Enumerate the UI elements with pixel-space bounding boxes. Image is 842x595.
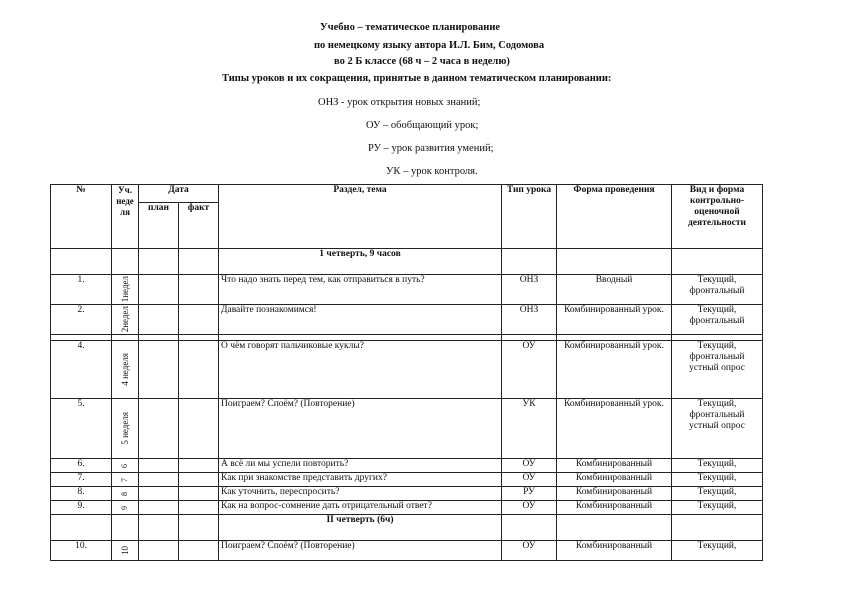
table-row bbox=[51, 341, 763, 399]
row-week: 8 bbox=[120, 491, 129, 496]
row-week: 9 bbox=[120, 505, 129, 510]
table-row bbox=[51, 399, 763, 459]
col-date-header: Дата bbox=[139, 185, 219, 203]
row-control: Текущий, bbox=[672, 501, 763, 515]
quarter-row bbox=[51, 515, 763, 541]
table-row bbox=[51, 275, 763, 305]
row-control: Текущий, фронтальный bbox=[672, 275, 763, 305]
row-topic: Что надо знать перед тем, как отправиться в путь? bbox=[219, 275, 502, 305]
row-week: 6 bbox=[120, 463, 129, 468]
row-type: ОУ bbox=[502, 541, 557, 561]
col-control-header: Вид и форма контрольно-оценочной деятельности bbox=[672, 185, 763, 249]
row-num: 7. bbox=[51, 473, 112, 487]
title-line-3: во 2 Б классе (68 ч – 2 часа в неделю) bbox=[334, 56, 510, 67]
row-control: Текущий, bbox=[672, 541, 763, 561]
row-num: 1. bbox=[51, 275, 112, 305]
row-week: 7 bbox=[120, 477, 129, 482]
row-form: Комбинированный bbox=[557, 473, 672, 487]
row-week: 2недел bbox=[120, 306, 130, 333]
row-topic: О чём говорят пальчиковые куклы? bbox=[219, 341, 502, 399]
row-form: Комбинированный bbox=[557, 487, 672, 501]
row-num: 4. bbox=[51, 341, 112, 399]
lesson-type-onz: ОНЗ - урок открытия новых знаний; bbox=[318, 97, 481, 108]
row-type: ОУ bbox=[502, 501, 557, 515]
lesson-type-ou: ОУ – обобщающий урок; bbox=[366, 120, 479, 131]
row-num: 10. bbox=[51, 541, 112, 561]
row-topic: Поиграем? Споём? (Повторение) bbox=[219, 541, 502, 561]
row-type: ОУ bbox=[502, 459, 557, 473]
table-row bbox=[51, 487, 763, 501]
col-week-header: Уч. неде ля bbox=[112, 185, 139, 249]
row-form: Комбинированный урок. bbox=[557, 399, 672, 459]
row-topic: А всё ли мы успели повторить? bbox=[219, 459, 502, 473]
quarter-1-title: 1 четверть, 9 часов bbox=[219, 249, 502, 275]
row-control: Текущий, фронтальный устный опрос bbox=[672, 341, 763, 399]
row-type: ОУ bbox=[502, 341, 557, 399]
title-line-2: по немецкому языку автора И.Л. Бим, Содомова bbox=[314, 40, 545, 51]
row-week: 5 неделя bbox=[120, 412, 130, 445]
col-plan-header: план bbox=[139, 203, 179, 249]
row-form: Комбинированный урок. bbox=[557, 341, 672, 399]
title-line-1: Учебно – тематическое планирование bbox=[320, 22, 501, 33]
lesson-type-uk: УК – урок контроля. bbox=[386, 166, 478, 177]
row-control: Текущий, bbox=[672, 459, 763, 473]
row-type: УК bbox=[502, 399, 557, 459]
row-form: Вводный bbox=[557, 275, 672, 305]
table-row bbox=[51, 501, 763, 515]
table-row bbox=[51, 473, 763, 487]
row-form: Комбинированный bbox=[557, 541, 672, 561]
quarter-row bbox=[51, 249, 763, 275]
row-form: Комбинированный урок. bbox=[557, 305, 672, 335]
col-topic-header: Раздел, тема bbox=[219, 185, 502, 249]
row-form: Комбинированный bbox=[557, 459, 672, 473]
table-row bbox=[51, 459, 763, 473]
lesson-type-ru: РУ – урок развития умений; bbox=[368, 143, 494, 154]
row-week: 1недел bbox=[120, 276, 130, 303]
title-line-4: Типы уроков и их сокращения, принятые в данном тематическом планировании: bbox=[222, 73, 612, 84]
col-type-header: Тип урока bbox=[502, 185, 557, 249]
row-num: 9. bbox=[51, 501, 112, 515]
row-topic: Поиграем? Споём? (Повторение) bbox=[219, 399, 502, 459]
col-form-header: Форма проведения bbox=[557, 185, 672, 249]
col-fact-header: факт bbox=[179, 203, 219, 249]
row-type: РУ bbox=[502, 487, 557, 501]
row-form: Комбинированный bbox=[557, 501, 672, 515]
row-type: ОНЗ bbox=[502, 305, 557, 335]
row-week: 4 неделя bbox=[120, 353, 130, 386]
row-control: Текущий, bbox=[672, 473, 763, 487]
row-num: 5. bbox=[51, 399, 112, 459]
row-num: 8. bbox=[51, 487, 112, 501]
row-week: 10 bbox=[120, 546, 130, 555]
table-row bbox=[51, 541, 763, 561]
row-num: 2. bbox=[51, 305, 112, 335]
table-header-row bbox=[51, 185, 763, 203]
row-control: Текущий, bbox=[672, 487, 763, 501]
row-topic: Как уточнить, переспросить? bbox=[219, 487, 502, 501]
row-type: ОУ bbox=[502, 473, 557, 487]
quarter-2-title: II четверть (6ч) bbox=[219, 515, 502, 541]
row-topic: Как при знакомстве представить других? bbox=[219, 473, 502, 487]
row-type: ОНЗ bbox=[502, 275, 557, 305]
planning-table bbox=[50, 184, 763, 561]
row-control: Текущий, фронтальный устный опрос bbox=[672, 399, 763, 459]
col-num-header: № bbox=[51, 185, 112, 249]
row-topic: Давайте познакомимся! bbox=[219, 305, 502, 335]
row-num: 6. bbox=[51, 459, 112, 473]
row-topic: Как на вопрос-сомнение дать отрицательный ответ? bbox=[219, 501, 502, 515]
table-row bbox=[51, 305, 763, 335]
row-control: Текущий, фронтальный bbox=[672, 305, 763, 335]
